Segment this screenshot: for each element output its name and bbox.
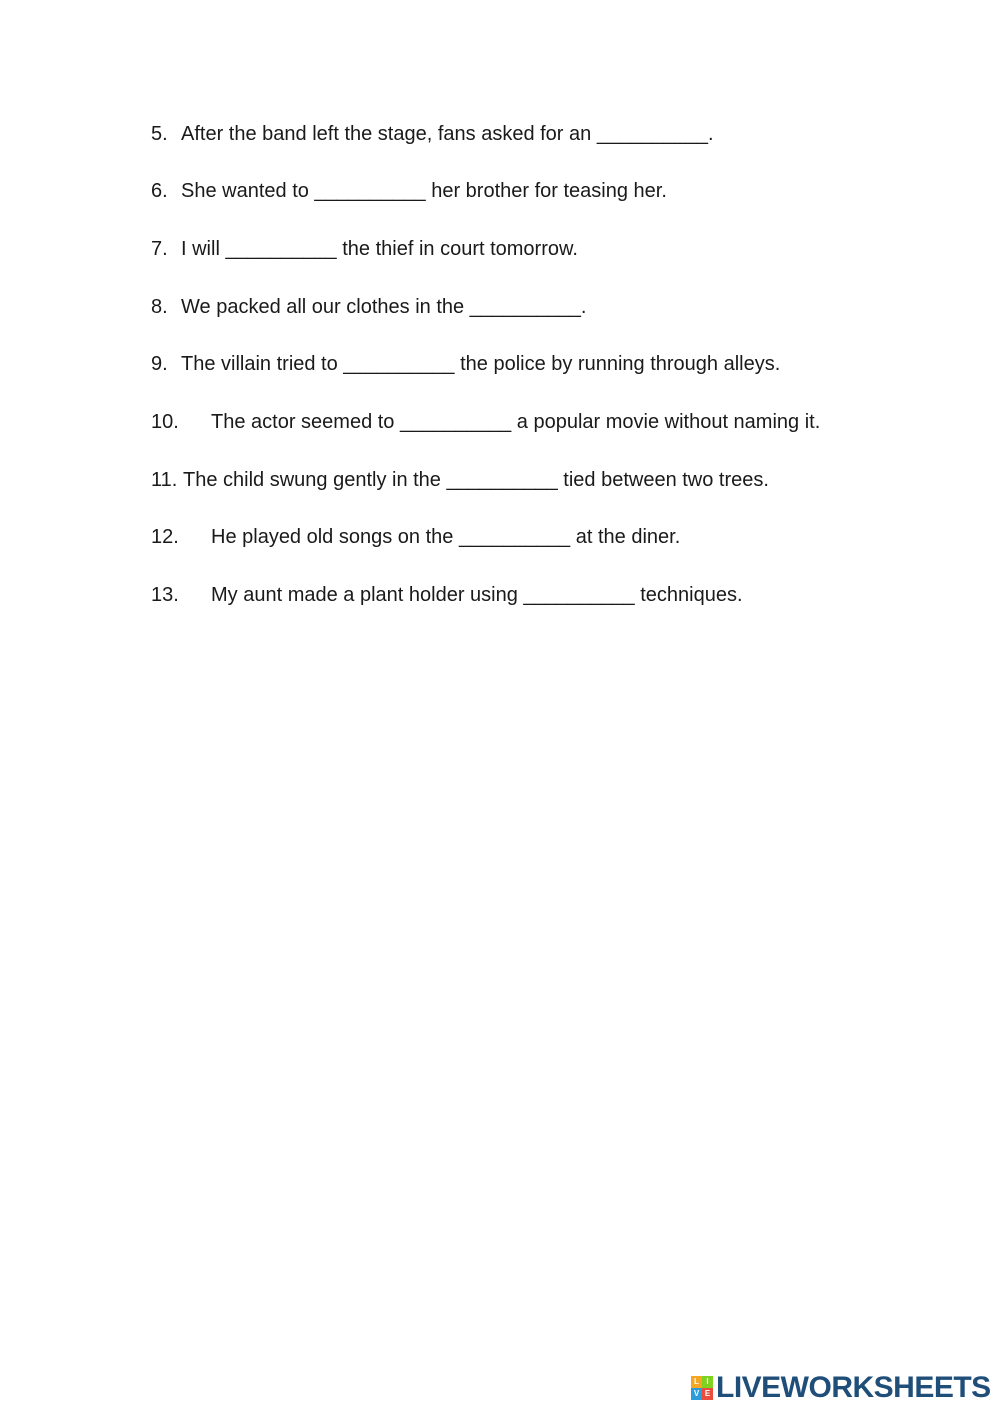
- question-11: [151, 465, 951, 495]
- question-number: 5.: [151, 123, 168, 145]
- question-number: 9.: [151, 353, 168, 375]
- question-12: [151, 522, 951, 552]
- question-number: 8.: [151, 296, 168, 318]
- question-text: The child swung gently in the __________ tied between two trees.: [183, 469, 769, 491]
- question-5: [151, 119, 951, 149]
- question-text: My aunt made a plant holder using __________ techniques.: [211, 584, 743, 606]
- liveworksheets-brand: [691, 1372, 991, 1404]
- brand-name: LIVEWORKSHEETS: [716, 1371, 991, 1404]
- question-number: 11.: [151, 469, 178, 491]
- liveworksheets-logo-icon: L I V E: [691, 1376, 713, 1400]
- question-number: 12.: [151, 526, 179, 548]
- question-6: [151, 176, 951, 206]
- question-text: We packed all our clothes in the __________.: [181, 296, 587, 318]
- question-text: I will __________ the thief in court tomorrow.: [181, 238, 578, 260]
- question-text: The villain tried to __________ the police by running through alleys.: [181, 353, 781, 375]
- question-number: 10.: [151, 411, 179, 433]
- question-9: [151, 349, 951, 379]
- question-text: The actor seemed to __________ a popular movie without naming it.: [211, 411, 821, 433]
- question-8: [151, 292, 951, 322]
- question-text: She wanted to __________ her brother for teasing her.: [181, 180, 667, 202]
- question-text: He played old songs on the __________ at the diner.: [211, 526, 681, 548]
- question-number: 6.: [151, 180, 168, 202]
- question-7: [151, 234, 951, 264]
- question-number: 13.: [151, 584, 179, 606]
- question-number: 7.: [151, 238, 168, 260]
- question-10: [151, 407, 951, 437]
- question-13: [151, 580, 951, 610]
- question-text: After the band left the stage, fans asked for an __________.: [181, 123, 714, 145]
